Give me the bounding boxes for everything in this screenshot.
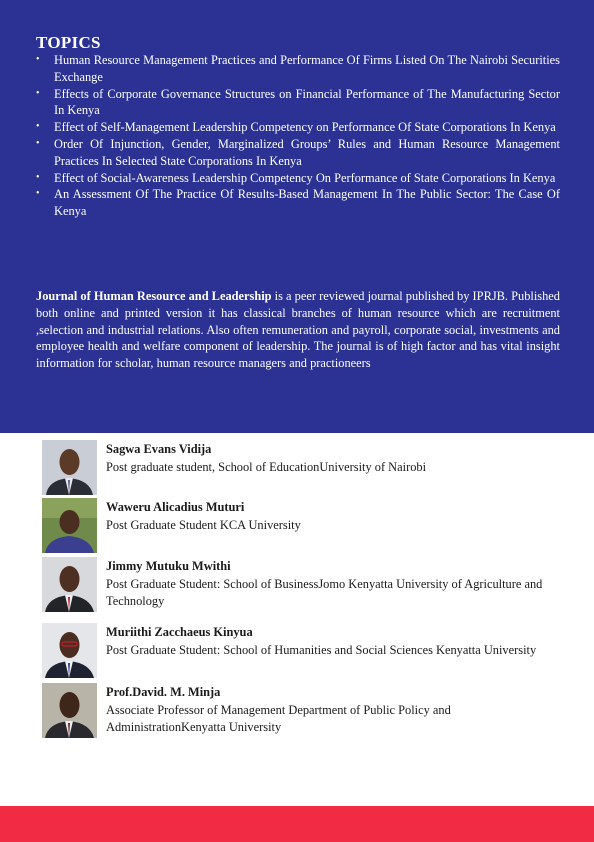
topic-text: Order Of Injunction, Gender, Marginalized Groups’ Rules and Human Resource Management Practices In Selected State Corporations In Kenya (54, 136, 560, 168)
topic-text: Effect of Social-Awareness Leadership Competency On Performance of State Corporations In Kenya (54, 170, 556, 185)
topic-text: Human Resource Management Practices and Performance Of Firms Listed On The Nairobi Securities Exchange (54, 53, 560, 84)
bullet-icon: • (36, 121, 40, 133)
author-name: Sagwa Evans Vidija (106, 442, 212, 456)
bullet-icon: • (36, 137, 40, 149)
avatar-photo-icon (42, 683, 97, 738)
author-role: Post graduate student, School of EducationUniversity of Nairobi (106, 460, 427, 474)
author-role: Post Graduate Student KCA University (106, 518, 301, 532)
avatar-photo-icon (42, 557, 97, 612)
author-name: Muriithi Zacchaeus Kinyua (106, 625, 253, 639)
bullet-icon: • (36, 87, 40, 99)
author-name: Waweru Alicadius Muturi (106, 500, 245, 514)
footer-band (0, 806, 594, 842)
author-role: Associate Professor of Management Department of Public Policy and AdministrationKenyatta University (106, 703, 451, 734)
topic-item (36, 52, 560, 86)
avatar (42, 557, 97, 612)
topic-text: An Assessment Of The Practice Of Results-Based Management In The Public Sector: The Case Of Kenya (54, 187, 560, 219)
avatar-photo-icon (42, 498, 97, 553)
topics-heading: TOPICS (36, 33, 101, 52)
avatar (42, 623, 97, 678)
bullet-icon: • (36, 188, 40, 200)
topic-item (36, 186, 560, 220)
avatar-photo-icon (42, 623, 97, 678)
journal-name: Journal of Human Resource and Leadership (36, 289, 272, 303)
avatar-photo-icon (42, 440, 97, 495)
author-role: Post Graduate Student: School of Humanities and Social Sciences Kenyatta University (106, 643, 537, 657)
topic-item (36, 170, 560, 187)
topic-text: Effect of Self-Management Leadership Competency on Performance Of State Corporations In Kenya (54, 120, 556, 135)
topic-item (36, 119, 560, 136)
author-name: Jimmy Mutuku Mwithi (106, 559, 231, 573)
avatar (42, 440, 97, 495)
topic-item (36, 136, 560, 170)
journal-description (36, 288, 560, 372)
author-name: Prof.David. M. Minja (106, 685, 221, 699)
avatar (42, 498, 97, 553)
journal-description-text: is a peer reviewed journal published by IPRJB. Published both online and printed version it has classical branches of human resource which are recruitment ,selection and industrial relations. Also often remuneration and payroll, corporate social, investments and employee health and welfare component of leadership. The journal is of high factor and has vital insight information for scholar, human resource managers and practioneers (36, 289, 560, 371)
topic-item (36, 86, 560, 120)
author-role: Post Graduate Student: School of BusinessJomo Kenyatta University of Agriculture and Technology (106, 577, 543, 608)
bullet-icon: • (36, 54, 40, 65)
bullet-icon: • (36, 171, 40, 183)
avatar (42, 683, 97, 738)
topic-text: Effects of Corporate Governance Structures on Financial Performance of The Manufacturing Sector In Kenya (54, 86, 560, 118)
topics-list (36, 52, 560, 220)
